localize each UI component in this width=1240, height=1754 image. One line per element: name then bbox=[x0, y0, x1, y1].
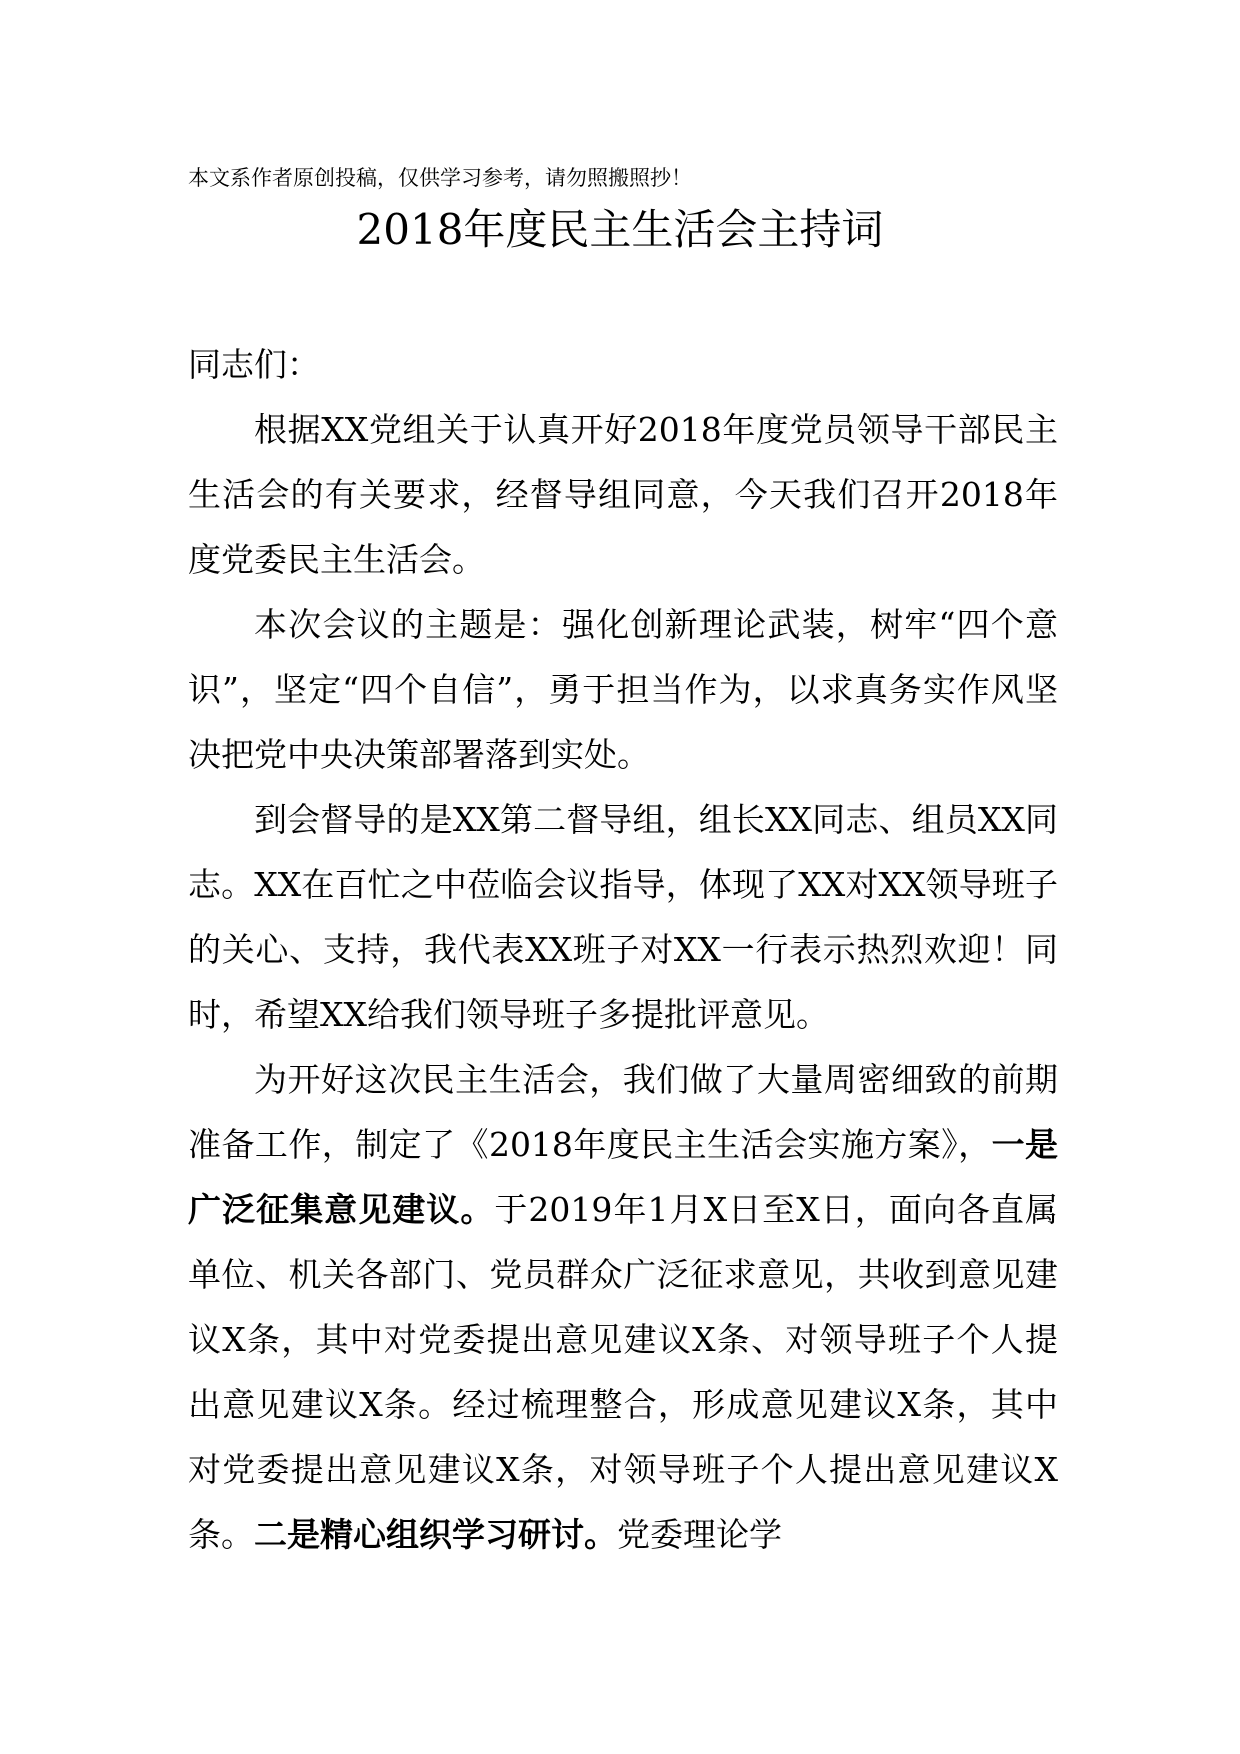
paragraph-1: 根据XX党组关于认真开好2018年度党员领导干部民主生活会的有关要求，经督导组同意，今天我们召开2018年度党委民主生活会。 bbox=[188, 410, 1058, 579]
copyright-notice: 本文系作者原创投稿，仅供学习参考，请勿照搬照抄！ bbox=[188, 166, 692, 190]
point-two-heading: 二是精心组织学习研讨。 bbox=[254, 1515, 617, 1554]
paragraph-2: 本次会议的主题是：强化创新理论武装，树牢“四个意识”，坚定“四个自信”，勇于担当作为，以求真务实作风坚决把党中央决策部署落到实处。 bbox=[188, 605, 1058, 774]
document-body bbox=[188, 332, 1058, 1567]
greeting: 同志们： bbox=[188, 345, 320, 384]
paragraph-4 bbox=[188, 1047, 1058, 1567]
paragraph-4-tail: 党委理论学 bbox=[617, 1515, 782, 1554]
point-one-heading: 一是广泛征集意见建议。 bbox=[188, 1125, 1059, 1229]
paragraph-4-lead: 为开好这次民主生活会，我们做了大量周密细致的前期准备工作，制定了《2018年度民主生活会实施方案》， bbox=[188, 1060, 1058, 1164]
paragraph-3: 到会督导的是XX第二督导组，组长XX同志、组员XX同志。XX在百忙之中莅临会议指导，体现了XX对XX领导班子的关心、支持，我代表XX班子对XX一行表示热烈欢迎！同时，希望XX给我们领导班子多提批评意见。 bbox=[188, 800, 1058, 1034]
paragraph-4-middle: 于2019年1月X日至X日，面向各直属单位、机关各部门、党员群众广泛征求意见，共收到意见建议X条，其中对党委提出意见建议X条、对领导班子个人提出意见建议X条。经过梳理整合，形成意见建议X条，其中对党委提出意见建议X条，对领导班子个人提出意见建议X条。 bbox=[188, 1190, 1058, 1554]
document-title: 2018年度民主生活会主持词 bbox=[356, 205, 884, 254]
